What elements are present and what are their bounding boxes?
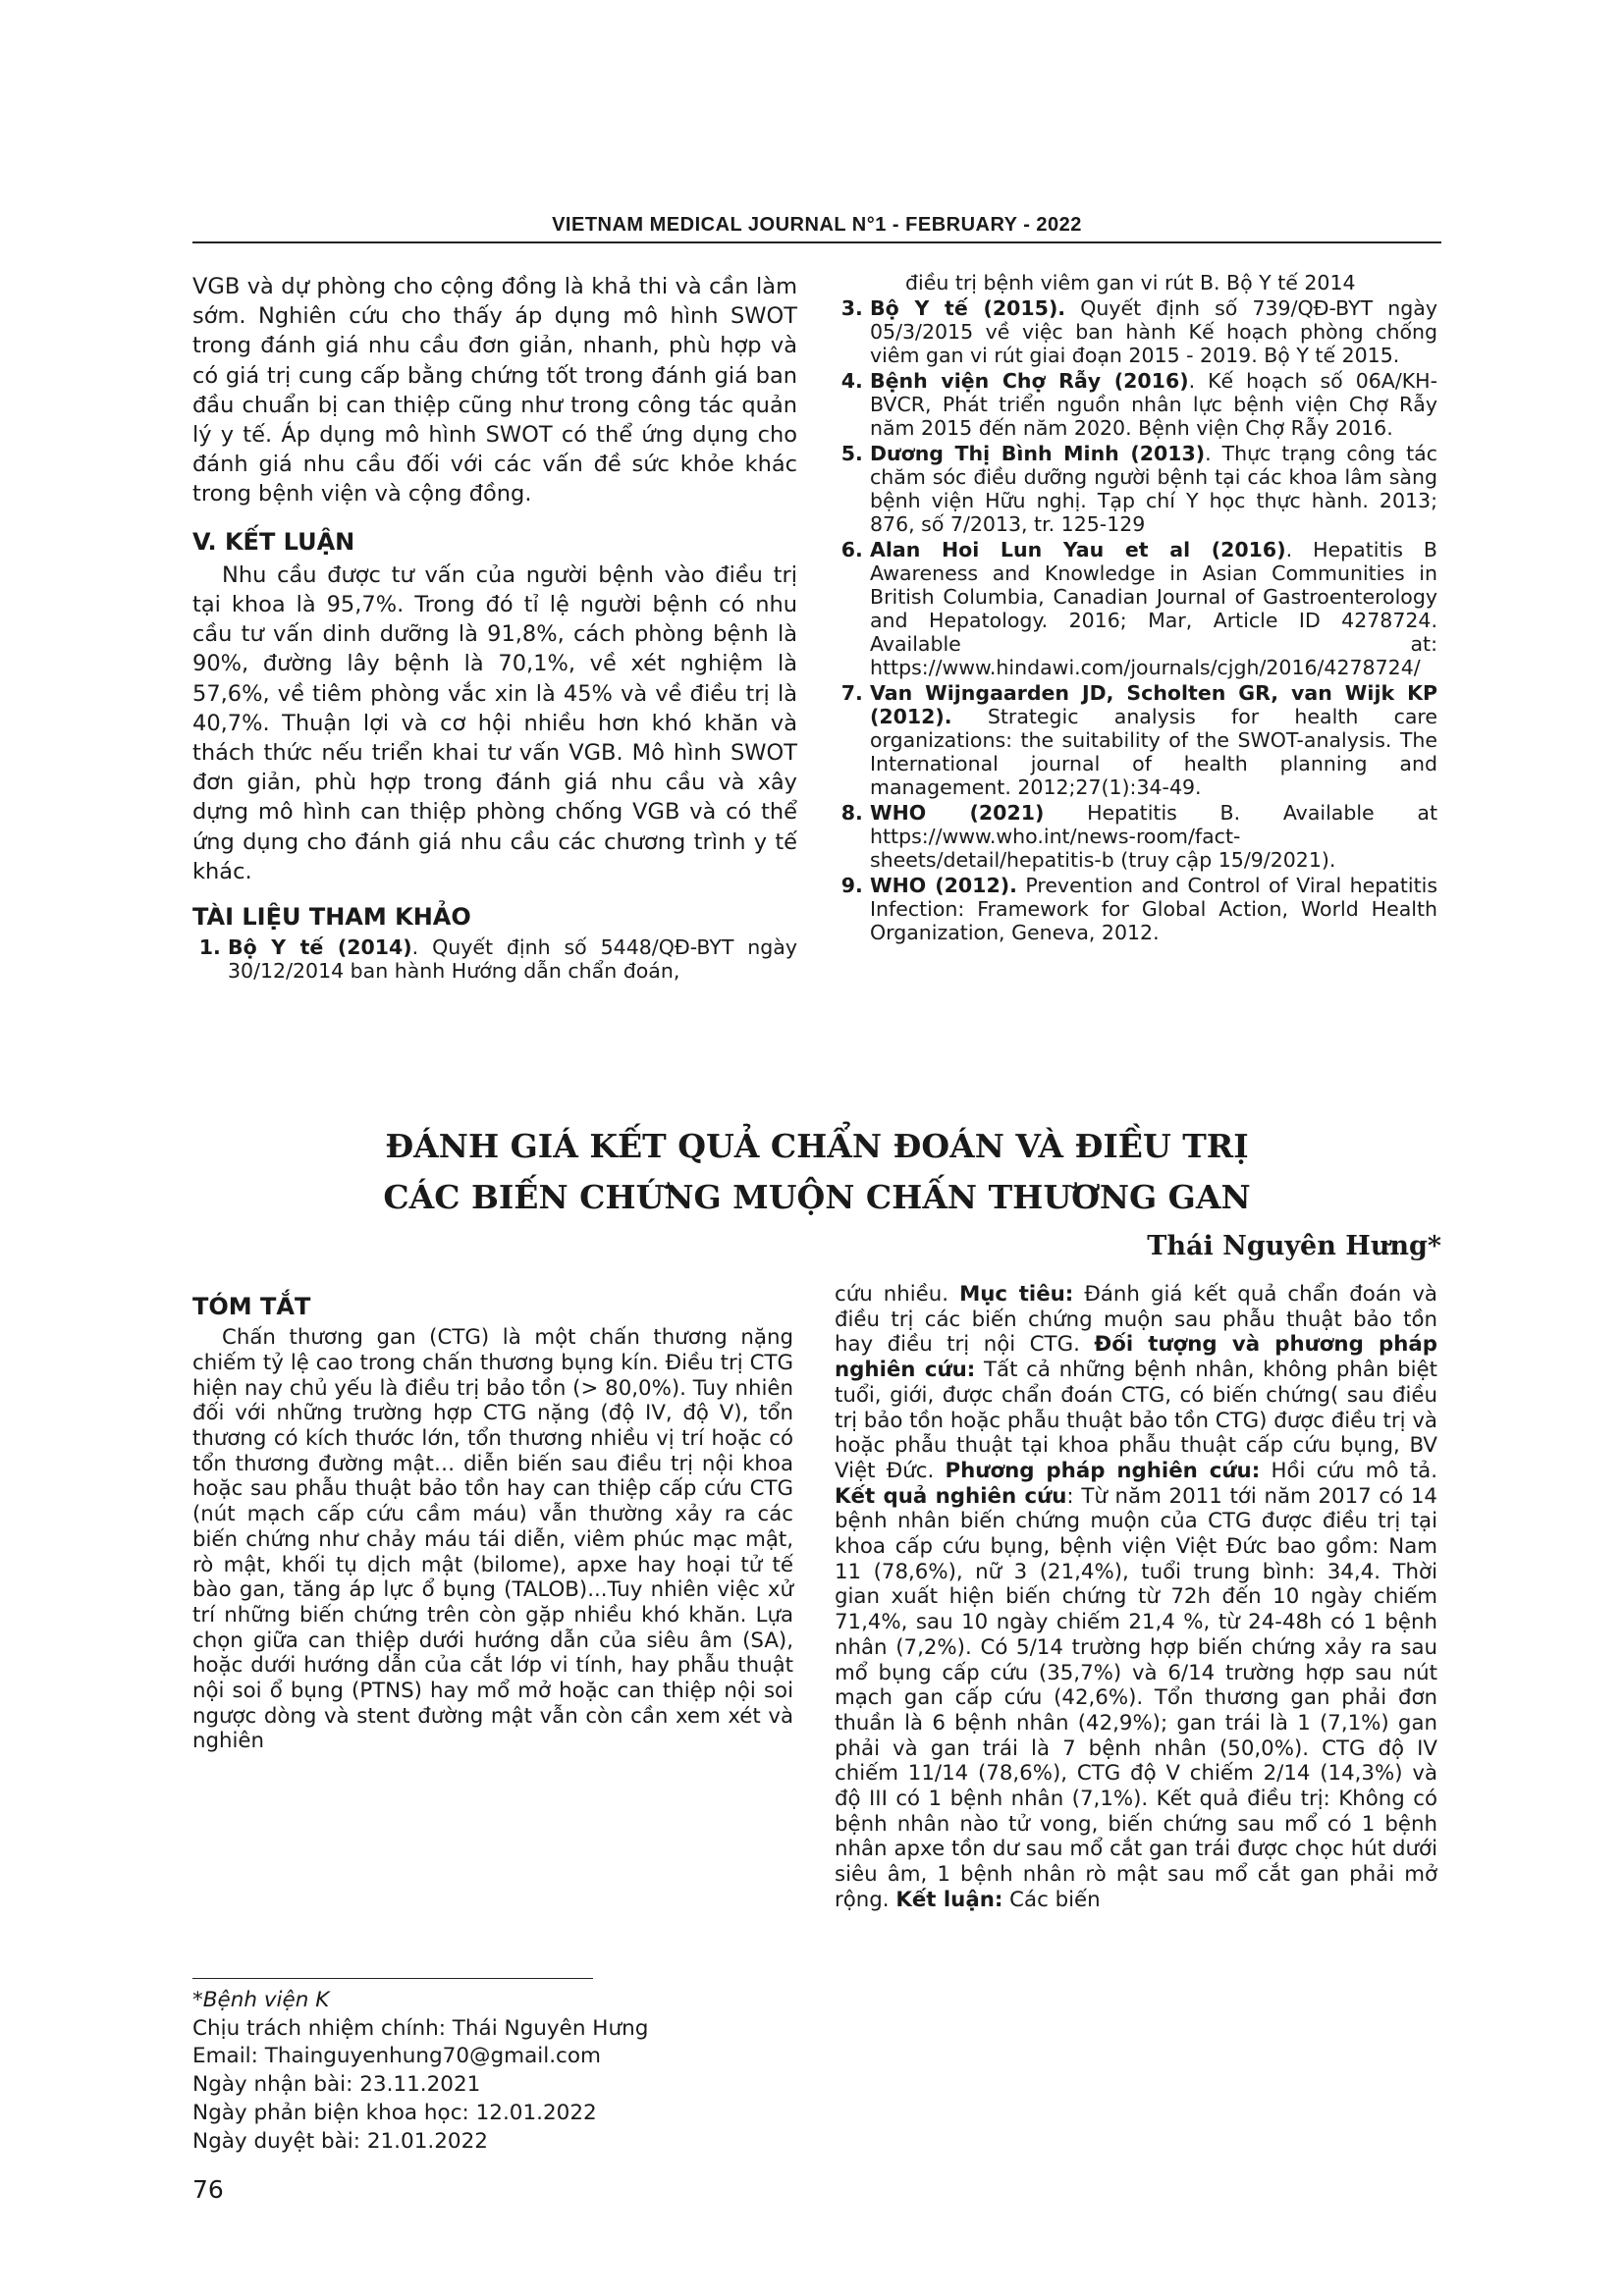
right-column-top	[835, 271, 1437, 946]
abstract-left	[192, 1292, 793, 1754]
footnote	[192, 1987, 703, 2156]
references-heading: TÀI LIỆU THAM KHẢO	[192, 903, 471, 932]
reference-item: 8. WHO (2021) Hepatitis B. Available at https://www.who.int/news-room/fact-sheets/detail/hepatitis-b (truy cập 15/9/2021).	[870, 801, 1437, 872]
conclusion-heading: V. KẾT LUẬN	[192, 527, 355, 556]
abstract-heading: TÓM TẮT	[192, 1293, 311, 1320]
reference-item: 7. Van Wijngaarden JD, Scholten GR, van Wijk KP (2012). Strategic analysis for health care organizations: the suitability of the SWOT-analysis. The International journal of health planning and management. 2012;27(1):34-49.	[870, 681, 1437, 799]
reference-item: 9. WHO (2012). Prevention and Control of Viral hepatitis Infection: Framework for Global Action, World Health Organization, Geneva, 2012.	[870, 874, 1437, 944]
reference-continuation: điều trị bệnh viêm gan vi rút B. Bộ Y tế 2014	[905, 271, 1356, 294]
footnote-reviewed: Ngày phản biện khoa học: 12.01.2022	[192, 2100, 597, 2125]
page-number: 76	[192, 2175, 224, 2204]
footnote-responsible: Chịu trách nhiệm chính: Thái Nguyên Hưng	[192, 2015, 649, 2041]
article-title	[192, 1121, 1441, 1223]
footnote-rule	[192, 1978, 593, 1979]
reference-item: 1. Bộ Y tế (2014). Quyết định số 5448/QĐ-BYT ngày 30/12/2014 ban hành Hướng dẫn chẩn đoán,	[228, 935, 797, 983]
footnote-accepted: Ngày duyệt bài: 21.01.2022	[192, 2128, 488, 2154]
footnote-received: Ngày nhận bài: 23.11.2021	[192, 2072, 481, 2098]
left-column-top	[192, 272, 797, 985]
reference-item: 6. Alan Hoi Lun Yau et al (2016). Hepatitis B Awareness and Knowledge in Asian Communities in British Columbia, Canadian Journal of Gastroenterology and Hepatology. 2016; Mar, Article ID 4278724. Available at: https://www.hindawi.com/journals/cjgh/2016/4278724/	[870, 538, 1437, 679]
abstract-right	[835, 1282, 1437, 1913]
footnote-email: Email: Thainguyenhung70@gmail.com	[192, 2044, 601, 2069]
journal-header: VIETNAM MEDICAL JOURNAL N°1 - FEBRUARY - 2022	[192, 214, 1441, 243]
reference-item: 4. Bệnh viện Chợ Rẫy (2016). Kế hoạch số 06A/KH-BVCR, Phát triển nguồn nhân lực bệnh viện Chợ Rẫy năm 2015 đến năm 2020. Bệnh viện Chợ Rẫy 2016.	[870, 369, 1437, 440]
references-list-left	[192, 935, 797, 983]
reference-item: 3. Bộ Y tế (2015). Quyết định số 739/QĐ-BYT ngày 05/3/2015 về việc ban hành Kế hoạch phòng chống viêm gan vi rút giai đoạn 2015 - 2019. Bộ Y tế 2015.	[870, 296, 1437, 367]
article-title-line2: CÁC BIẾN CHỨNG MUỘN CHẤN THƯƠNG GAN	[383, 1178, 1251, 1216]
abstract-paragraph-right: cứu nhiều. Mục tiêu: Đánh giá kết quả chẩn đoán và điều trị các biến chứng muộn sau phẫu thuật bảo tồn hay điều trị nội CTG. Đối tượng và phương pháp nghiên cứu: Tất cả những bệnh nhân, không phân biệt tuổi, giới, được chẩn đoán CTG, có biến chứng( sau điều trị bảo tồn hoặc phẫu thuật bảo tồn CTG) được điều trị và hoặc phẫu thuật tại khoa phẫu thuật cấp cứu bụng, BV Việt Đức. Phương pháp nghiên cứu: Hồi cứu mô tả. Kết quả nghiên cứu: Từ năm 2011 tới năm 2017 có 14 bệnh nhân biến chứng muộn của CTG được điều trị tại khoa cấp cứu bụng, bệnh viện Việt Đức bao gồm: Nam 11 (78,6%), nữ 3 (21,4%), tuổi trung bình: 34,4. Thời gian xuất hiện biến chứng từ 72h đến 10 ngày chiếm 71,4%, sau 10 ngày chiếm 21,4 %, từ 24-48h có 1 bệnh nhân (7,2%). Có 5/14 trường hợp biến chứng xảy ra sau mổ bụng cấp cứu (35,7%) và 6/14 trường hợp sau nút mạch gan cấp cứu (42,6%). Tổn thương gan phải đơn thuần là 6 bệnh nhân (42,9%); gan trái là 1 (7,1%) gan phải và gan trái là 7 bệnh nhân (50,0%). CTG độ IV chiếm 11/14 (78,6%), CTG độ V chiếm 2/14 (14,3%) và độ III có 1 bệnh nhân (7,1%). Kết quả điều trị: Không có bệnh nhân nào tử vong, biến chứng sau mổ có 1 bệnh nhân apxe tồn dư sau mổ cắt gan trái được chọc hút dưới siêu âm, 1 bệnh nhân rò mật sau mổ cắt gan phải mở rộng. Kết luận: Các biến	[835, 1282, 1438, 1912]
intro-paragraph: VGB và dự phòng cho cộng đồng là khả thi và cần làm sớm. Nghiên cứu cho thấy áp dụng mô hình SWOT trong đánh giá nhu cầu đơn giản, nhanh, phù hợp và có giá trị cung cấp bằng chứng tốt trong đánh giá ban đầu chuẩn bị can thiệp cũng như trong công tác quản lý y tế. Áp dụng mô hình SWOT có thể ứng dụng cho đánh giá nhu cầu đối với các vấn đề sức khỏe khác trong bệnh viện và cộng đồng.	[192, 274, 797, 507]
references-list-right	[835, 271, 1437, 944]
footnote-affiliation: *Bệnh viện K	[192, 1988, 330, 2012]
article-title-line1: ĐÁNH GIÁ KẾT QUẢ CHẨN ĐOÁN VÀ ĐIỀU TRỊ	[385, 1127, 1249, 1165]
abstract-paragraph-left: Chấn thương gan (CTG) là một chấn thương nặng chiếm tỷ lệ cao trong chấn thương bụng kín. Điều trị CTG hiện nay chủ yếu là điều trị bảo tồn (> 80,0%). Tuy nhiên đối với những trường hợp CTG nặng (độ IV, độ V), tổn thương có kích thước lớn, tổn thương nhiều vị trí hoặc có tổn thương đường mật… diễn biến sau điều trị nội khoa hoặc sau phẫu thuật bảo tồn hay can thiệp cấp cứu CTG (nút mạch cấp cứu cầm máu) vẫn thường xảy ra các biến chứng như chảy máu tái diễn, viêm phúc mạc mật, rò mật, khối tụ dịch mật (bilome), apxe hay hoại tử tế bào gan, tăng áp lực ổ bụng (TALOB)...Tuy nhiên việc xử trí những biến chứng trên còn gặp nhiều khó khăn. Lựa chọn giữa can thiệp dưới hướng dẫn của siêu âm (SA), hoặc dưới hướng dẫn của cắt lớp vi tính, hay phẫu thuật nội soi ổ bụng (PTNS) hay mổ mở hoặc can thiệp nội soi ngược dòng và stent đường mật vẫn còn cần xem xét và nghiên	[192, 1325, 793, 1754]
conclusion-paragraph: Nhu cầu được tư vấn của người bệnh vào điều trị tại khoa là 95,7%. Trong đó tỉ lệ người bệnh có nhu cầu tư vấn dinh dưỡng là 91,8%, cách phòng bệnh là 90%, đường lây bệnh là 70,1%, về xét nghiệm là 57,6%, về tiêm phòng vắc xin là 45% và về điều trị là 40,7%. Thuận lợi và cơ hội nhiều hơn khó khăn và thách thức nếu triển khai tư vấn VGB. Mô hình SWOT đơn giản, phù hợp trong đánh giá nhu cầu và xây dựng mô hình can thiệp phòng chống VGB và có thể ứng dụng cho đánh giá nhu cầu các chương trình y tế khác.	[192, 561, 797, 884]
article-author: Thái Nguyên Hưng*	[1147, 1231, 1441, 1261]
reference-item: 5. Dương Thị Bình Minh (2013). Thực trạng công tác chăm sóc điều dưỡng người bệnh tại các khoa lâm sàng bệnh viện Hữu nghị. Tạp chí Y học thực hành. 2013; 876, số 7/2013, tr. 125-129	[870, 442, 1437, 536]
